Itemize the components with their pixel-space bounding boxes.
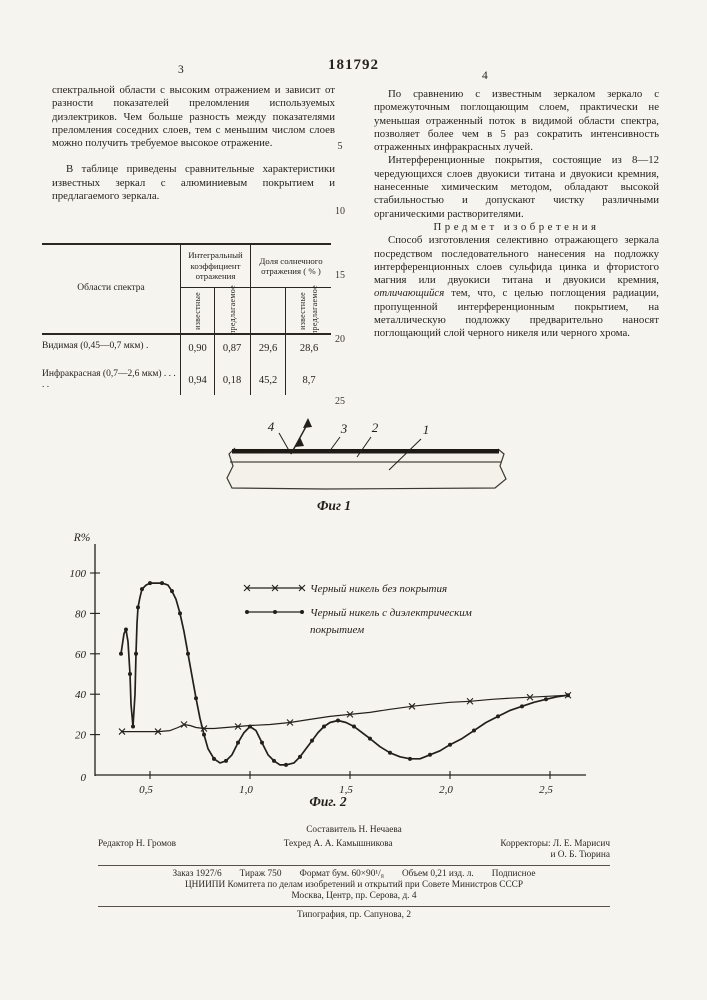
margin-line-number-5: 5 [337,141,343,152]
table-subheader-known-1: известные [193,291,202,330]
series-marker-dot [131,725,135,729]
right-column [374,88,659,341]
table-row2-v1: 0,94 [188,374,207,386]
left-paragraph-1: спектральной области с высоким отражением и зависит от разности показателей преломления используемых диэлектриков. Чем больше разность между показателями преломления соседних слоев, тем с меньшим числом слоев можно получить требуемое высокое отражение. [52,84,335,150]
y-tick-label: 20 [75,729,86,742]
footer-podpisnoe: Подписное [491,869,536,879]
series-marker-dot [544,697,548,701]
series-marker-dot [134,652,138,656]
table-vrule-3 [250,243,251,395]
series-marker-dot [136,605,140,609]
footer-editor: Редактор Н. Громов [98,839,177,849]
table-row1-v3: 29,6 [258,342,278,354]
table-subheader-proposed-1: предлагаемое [227,285,237,336]
series-marker-dot [496,714,500,718]
margin-line-number-20: 20 [335,334,345,345]
fig1-label-4: 4 [267,419,275,434]
margin-line-number-10: 10 [335,206,345,217]
footer-rule-1 [98,865,610,866]
fig1-label-3: 3 [340,421,348,436]
y-tick-label: 100 [69,568,86,580]
footer-composer: Составитель Н. Нечаева [306,825,402,835]
series-marker-dot [194,696,198,700]
footer-volume: Объем 0,21 изд. л. [401,869,474,879]
legend-marker-dot [273,610,277,614]
table-row2-label: Инфракрасная (0,7—2,6 мкм) . . . . . [42,369,176,390]
footer-org: ЦНИИПИ Комитета по делам изобретений и открытий при Совете Министров СССР [184,880,524,890]
margin-line-number-15: 15 [335,270,345,281]
footer-order: Заказ 1927/6 [172,869,222,879]
claims-text-italic: отличающийся [374,287,445,300]
right-paragraph-2: Интерференционные покрытия, состоящие из 8—12 чередующихся слоев двуокиси титана и двуокиси кремния, нанесенные химическим методом, обладают высокой стабильностью и допускают чистку различными органическими растворителями. [374,154,659,220]
margin-line-number-25: 25 [335,396,345,407]
series-marker-dot [212,757,216,761]
footer [98,825,610,921]
series-marker-dot [428,753,432,757]
series-marker-dot [248,725,252,729]
page-number-right: 4 [482,70,488,82]
series-marker-dot [322,725,326,729]
series-marker-dot [224,759,228,763]
table-subheader-known-2: известные [297,291,307,330]
x-tick-label: 1,5 [339,784,353,796]
table-group2-header: Доля солнечного отражения ( % ) [259,255,323,276]
series-marker-dot [566,693,570,697]
series-marker-dot [236,741,240,745]
footer-tirazh: Тираж 750 [239,869,282,879]
series-marker-dot [178,611,182,615]
table-row1-v4: 28,6 [299,342,319,354]
y-axis-label: R% [73,532,91,544]
comparison-table [42,243,331,398]
series-line-x [122,695,568,731]
x-tick-label: 2,5 [539,784,553,796]
legend-label: Черный никель без покрытия [310,583,448,595]
y-tick-label: 60 [75,648,86,661]
series-marker-dot [148,581,152,585]
series-marker-dot [310,739,314,743]
series-marker-dot [260,741,264,745]
series-marker-dot [284,763,288,767]
table-vrule-1 [180,243,181,395]
series-marker-dot [520,704,524,708]
claims-text-before: Способ изготовления селективно отражающего зеркала посредством последовательного нанесения на подложку интерференционных слоев сульфида цинка и фтористого магния или двуокиси титана и двуокиси кремния, [374,234,659,287]
coating-layer [232,449,499,454]
series-marker-dot [408,757,412,761]
fig1-caption: Фиг 1 [316,498,352,513]
left-paragraph-2: В таблице приведены сравнительные характеристики известных зеркал с алюминиевым покрытием и предлагаемого зеркала. [52,163,335,203]
footer-correctors: Корректоры: Л. Е. Марисич и О. Б. Тюрина [500,839,610,860]
series-marker-dot [124,628,128,632]
claims-heading: Предмет изобретения [433,220,600,233]
footer-printer: Типография, пр. Сапунова, 2 [297,910,411,920]
table-col1-header: Области спектра [77,282,145,293]
page-number-left: 3 [178,64,184,76]
table-row1-v2: 0,87 [222,342,242,354]
left-column [52,84,335,203]
table-group1-header: Интегральный коэффициент отражения [188,250,243,282]
x-tick-label: 0,5 [139,784,153,796]
legend-label: Черный никель с диэлектрическим [310,607,472,619]
series-marker-dot [128,672,132,676]
legend-marker-dot [300,610,304,614]
ray-arrowhead-icon [303,418,312,428]
x-tick-label: 1,0 [239,784,253,796]
table-row1-v1: 0,90 [188,342,207,354]
legend-label-2: покрытием [310,624,365,636]
fig1-label-1: 1 [422,422,430,437]
ray-arrowhead2-icon [295,437,304,447]
origin-label: 0 [80,772,86,784]
y-tick-label: 80 [75,608,86,621]
claims-paragraph [374,234,659,340]
series-marker-dot [368,737,372,741]
substrate-layer [227,448,506,489]
footer-format: Формат бум. 60×90¹/₈ [299,869,384,879]
series-marker-dot [119,652,123,656]
fig2-caption: Фиг. 2 [309,794,347,809]
claims-text-after: тем, что, с целью поглощения радиации, пропущенной интерференционным покрытием, на металлическую подложку предварительно наносят поглощающий слой черного никеля или черного хрома. [374,287,659,340]
table-row2-v3: 45,2 [258,374,278,386]
series-marker-dot [336,718,340,722]
fig1-drawing [205,410,515,515]
y-tick-label: 40 [75,689,86,702]
series-marker-dot [472,729,476,733]
fig2-chart [30,528,690,820]
footer-order-line [98,869,610,880]
series-marker-dot [352,725,356,729]
series-marker-dot [202,733,206,737]
table-row2-v2: 0,18 [222,374,242,386]
footer-techred: Техред А. А. Камышникова [283,839,393,849]
table-header-rule [42,333,331,335]
right-paragraph-1: По сравнению с известным зеркалом зеркало с промежуточным поглощающим слоем, практически не уменьшая отраженный поток в видимой области спектра, позволяет более чем в 5 раз сократить интенсивность отраженных инфракрасных лучей. [374,88,659,154]
series-marker-dot [448,743,452,747]
fig1-label-2: 2 [371,420,379,435]
table-subheader-proposed-2: предлагаемое [309,285,319,336]
table-row1-label: Видимая (0,45—0,7 мкм) . [42,341,149,351]
footer-rule-2 [98,906,610,907]
footer-address: Москва, Центр, пр. Серова, д. 4 [291,891,417,901]
patent-number: 181792 [328,57,379,73]
x-tick-label: 2,0 [439,784,453,796]
series-marker-dot [170,589,174,593]
series-marker-dot [272,759,276,763]
series-marker-dot [160,581,164,585]
table-vrule-4 [285,287,286,395]
series-marker-dot [388,751,392,755]
table-row2-v4: 8,7 [302,374,316,386]
series-marker-dot [298,755,302,759]
series-marker-dot [140,587,144,591]
legend-marker-dot [245,610,249,614]
series-marker-dot [186,652,190,656]
